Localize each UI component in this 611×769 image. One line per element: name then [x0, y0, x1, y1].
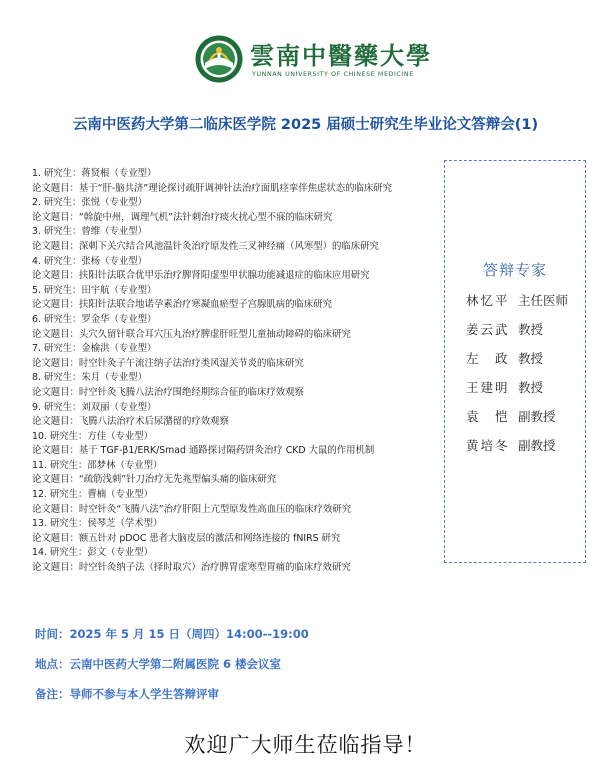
student-line: 2. 研究生：张悦（专业型）: [32, 197, 148, 209]
expert-name: 袁 恺: [466, 409, 510, 424]
expert-name: 左 政: [466, 351, 510, 366]
thesis-line: 论文题目：基于“肝-脑共济”理论探讨疏肝调神针法治疗面肌痉挛伴焦虑状态的临床研究: [32, 182, 392, 194]
expert-heading: 答辩专家: [482, 261, 547, 279]
header: [194, 34, 434, 84]
student-line: 12. 研究生：曹楠（专业型）: [32, 489, 154, 501]
expert-name: 姜云武: [466, 322, 510, 337]
thesis-line: 论文题目：基于 TGF-β1/ERK/Smad 通路探讨隔药饼灸治疗 CKD 大鼠的作用机制: [32, 445, 375, 457]
expert-title: 教授: [518, 322, 544, 337]
student-line: 11. 研究生：邵梦林（专业型）: [32, 459, 163, 471]
list-item: [32, 371, 437, 400]
thesis-line: 论文题目：时空针灸飞腾八法治疗围绝经期综合征的临床疗效观察: [32, 386, 304, 398]
list-item: [32, 401, 437, 430]
school-name-en: YUNNAN UNIVERSITY OF CHINESE MEDICINE: [252, 71, 414, 78]
meeting-location: 地点：云南中医药大学第二附属医院 6 楼会议室: [35, 657, 282, 671]
thesis-line: 论文题目：时空针灸“飞腾八法”治疗肝阳上亢型原发性高血压的临床疗效研究: [32, 503, 352, 515]
student-line: 4. 研究生：张杨（专业型）: [32, 255, 148, 267]
thesis-line: 论文题目：飞腾八法治疗术后尿潴留的疗效观察: [32, 416, 229, 428]
expert-title: 教授: [518, 351, 544, 366]
thesis-line: 论文题目：扶阳针法联合优甲乐治疗脾肾阳虚型甲状腺功能减退症的临床应用研究: [32, 270, 370, 282]
expert-row: [466, 291, 586, 311]
thesis-line: 论文题目：时空针灸纳子法（择时取穴）治疗脾胃虚寒型胃痛的临床疗效研究: [32, 562, 351, 574]
expert-title: 教授: [518, 380, 544, 395]
list-item: [32, 488, 437, 517]
page-title: 云南中医药大学第二临床医学院 2025 届硕士研究生毕业论文答辩会(1): [72, 117, 539, 133]
expert-row: [466, 436, 586, 456]
expert-panel: [444, 160, 586, 563]
student-line: 14. 研究生：彭文（专业型）: [32, 547, 154, 559]
student-list: [32, 167, 437, 576]
list-item: [32, 459, 437, 488]
list-item: [32, 517, 437, 546]
expert-row: [466, 378, 586, 398]
welcome-message: 欢迎广大师生莅临指导！: [184, 733, 427, 757]
list-item: [32, 225, 437, 254]
student-line: 10. 研究生：方佳（专业型）: [32, 430, 154, 442]
thesis-line: 论文题目：头穴久留针联合耳穴压丸治疗脾虚肝旺型儿童抽动障碍的临床研究: [32, 328, 351, 340]
university-logo-icon: [194, 34, 244, 84]
expert-title: 副教授: [518, 409, 556, 424]
thesis-line: 论文题目：深刺下关穴结合风池温针灸治疗原发性三叉神经痛（风寒型）的临床研究: [32, 240, 379, 252]
thesis-line: 论文题目：扶阳针法联合地诺孕素治疗寒凝血瘀型子宫腺肌病的临床研究: [32, 299, 333, 311]
expert-name: 林忆平: [466, 293, 510, 308]
expert-name: 黄培冬: [466, 438, 510, 453]
student-line: 1. 研究生：蒋贤根（专业型）: [32, 168, 157, 179]
list-item: [32, 430, 437, 459]
expert-row: [466, 349, 586, 369]
list-item: [32, 546, 437, 575]
expert-row: [466, 407, 586, 427]
student-line: 6. 研究生：罗金华（专业型）: [32, 313, 157, 325]
list-item: [32, 255, 437, 284]
list-item: [32, 196, 437, 225]
expert-name: 王建明: [466, 380, 510, 395]
expert-title: 副教授: [518, 438, 556, 453]
thesis-line: 论文题目：时空针灸子午流注纳子法治疗类风湿关节炎的临床研究: [32, 357, 304, 369]
student-line: 5. 研究生：田宇航（专业型）: [32, 284, 157, 296]
list-item: [32, 284, 437, 313]
student-line: 3. 研究生：曾维（专业型）: [32, 226, 148, 238]
thesis-line: 论文题目：“疏筋浅刺”针刀治疗无先兆型偏头痛的临床研究: [32, 474, 277, 486]
thesis-line: 论文题目：额五针对 pDOC 患者大脑皮层的激活和网络连接的 fNIRS 研究: [32, 532, 341, 544]
school-name-cn: 雲南中醫藥大學: [250, 41, 432, 70]
list-item: [32, 167, 437, 196]
meeting-time: 时间：2025 年 5 月 15 日（周四）14:00--19:00: [35, 627, 309, 641]
meeting-note: 备注：导师不参与本人学生答辩评审: [35, 687, 219, 701]
student-line: 8. 研究生：朱月（专业型）: [32, 372, 148, 384]
list-item: [32, 342, 437, 371]
student-line: 13. 研究生：侯琴芝（学术型）: [32, 518, 163, 530]
thesis-line: 论文题目：“斡旋中州，调理气机”法针刺治疗痰火扰心型不寐的临床研究: [32, 211, 333, 223]
list-item: [32, 313, 437, 342]
expert-title: 主任医师: [518, 293, 569, 308]
student-line: 7. 研究生：金榆洪（专业型）: [32, 343, 157, 355]
expert-row: [466, 320, 586, 340]
student-line: 9. 研究生：刘双丽（专业型）: [32, 401, 157, 413]
